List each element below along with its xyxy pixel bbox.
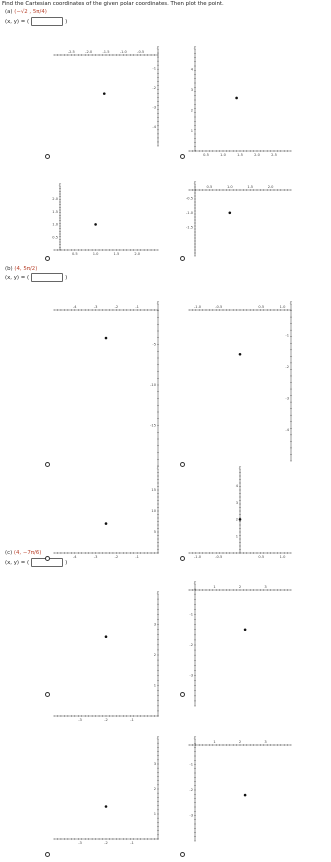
y-tick-label: -4 [152,124,156,129]
y-axis-label: y [156,734,160,739]
part-a-polar-coords: (−√2 , 5π/4) [14,9,47,15]
y-axis-label: y [156,464,160,469]
y-tick-label: 1 [153,683,156,688]
x-tick-label: -2 [104,718,108,722]
part-a-answer-input[interactable] [31,17,63,26]
y-tick-label: 1 [153,812,156,817]
y-tick-label: 1.5 [52,209,58,214]
y-tick-label: -5 [152,342,156,347]
part-a-label: (a) [5,9,13,15]
data-point [105,805,108,808]
x-tick-label: 0.5 [258,305,265,309]
x-tick-label: 1.0 [92,252,99,256]
radio-button-icon[interactable] [180,154,185,159]
x-tick-label: 1.5 [237,153,243,157]
y-tick-label: -2 [152,86,156,90]
data-point [105,337,108,340]
x-tick-label: -1.0 [119,50,127,54]
part-b-answer-input[interactable] [31,273,63,282]
x-tick-label: -4 [73,555,77,559]
x-tick-label: 2.5 [271,153,277,157]
y-tick-label: -1 [285,333,289,338]
x-tick-label: 1.0 [226,185,233,189]
y-tick-label: 1 [190,128,193,133]
plot-a-1 [50,45,162,150]
y-tick-label: 5 [153,530,156,535]
y-tick-label: 3 [153,622,156,627]
y-tick-label: -3 [189,813,193,818]
y-tick-label: 2 [235,517,238,522]
x-tick-label: 1 [213,585,216,589]
x-tick-label: -1 [130,718,134,722]
x-tick-label: 1.0 [279,555,286,559]
part-b-label: (b) [5,266,13,272]
data-point [235,97,238,100]
plot-a-2 [185,45,295,155]
y-tick-label: 1.0 [52,222,58,227]
radio-button-icon[interactable] [180,256,185,261]
close-paren: ) [65,559,68,566]
plot-c-1 [50,590,162,720]
x-tick-label: 2.0 [267,185,274,189]
plot-b-2 [185,300,295,465]
part-b-title [5,266,37,272]
plot-c-2 [185,580,295,710]
part-c-answer-row [5,558,67,567]
y-tick-label: -1.5 [185,225,193,230]
y-axis-label: y [156,299,160,304]
data-point [239,353,242,356]
data-point [244,794,247,797]
part-c-title [5,550,41,556]
y-axis-label: y [58,181,62,186]
y-tick-label: 4 [235,484,238,488]
x-tick-label: -2 [104,841,108,845]
xy-label: (x, y) = ( [5,559,30,566]
y-tick-label: 2 [153,787,156,792]
part-b-polar-coords: (4, 5π/2) [14,266,38,272]
x-tick-label: -1 [135,555,139,559]
y-tick-label: 4 [190,67,193,72]
x-tick-label: -2 [114,555,119,559]
close-paren: ) [65,274,68,281]
plot-a-4 [185,180,295,260]
radio-button-icon[interactable] [180,556,185,561]
plot-c-4 [185,735,295,845]
x-tick-label: -3 [93,555,98,559]
close-paren: ) [65,18,68,25]
x-tick-label: -1.0 [193,555,202,559]
y-axis-label: y [289,299,293,304]
data-point [94,223,97,226]
part-b-answer-row [5,273,67,282]
x-tick-label: 1 [213,740,216,744]
y-tick-label: -3 [152,105,156,110]
x-tick-label: 1.5 [113,252,120,256]
plot-c-3 [50,735,162,843]
y-tick-label: 1 [235,534,238,539]
y-tick-label: -1.0 [185,211,193,215]
y-axis-label: y [238,464,242,469]
x-tick-label: 2 [238,740,242,744]
y-tick-label: 3 [235,500,238,505]
x-tick-label: 2.0 [134,252,141,256]
x-tick-label: -2.0 [85,50,93,54]
x-tick-label: -0.5 [215,555,223,559]
y-axis-label: y [193,179,197,184]
y-tick-label: 2.0 [52,197,58,201]
x-tick-label: -2 [114,305,119,309]
plot-a-3 [50,182,162,254]
y-tick-label: -3 [285,396,289,401]
data-point [105,635,108,638]
x-tick-label: 2 [238,585,242,589]
y-axis-label: y [156,44,160,49]
radio-button-icon[interactable] [45,154,50,159]
x-tick-label: -3 [78,841,82,845]
y-tick-label: -2 [285,365,289,369]
x-tick-label: 0.5 [203,153,209,157]
part-c-label: (c) [5,550,13,556]
y-tick-label: -4 [285,427,289,432]
x-tick-label: -1.0 [193,305,202,309]
xy-label: (x, y) = ( [5,18,30,25]
x-tick-label: 0.5 [258,555,265,559]
y-tick-label: -2 [189,643,193,648]
y-tick-label: -1 [189,612,193,617]
y-tick-label: 3 [153,762,156,767]
y-tick-label: 15 [151,488,156,493]
y-tick-label: -2 [189,788,193,793]
radio-button-icon[interactable] [45,852,50,857]
x-tick-label: -4 [73,305,77,309]
y-tick-label: -15 [150,423,156,428]
y-tick-label: -1 [152,66,156,71]
x-tick-label: -1.5 [102,50,110,54]
y-tick-label: -10 [150,383,156,388]
x-tick-label: 1.0 [220,153,226,157]
y-tick-label: 10 [151,509,156,514]
x-tick-label: 1.5 [247,185,254,189]
x-tick-label: 0.5 [206,185,213,189]
x-tick-label: -3 [93,305,98,309]
y-axis-label: y [193,44,197,49]
x-tick-label: -1 [135,305,139,309]
y-axis-label: y [193,734,197,739]
x-tick-label: -0.5 [137,50,145,54]
radio-button-icon[interactable] [45,256,50,261]
y-tick-label: -0.5 [185,196,193,201]
part-a-answer-row [5,17,67,26]
data-point [239,518,242,521]
x-tick-label: -1 [130,841,134,845]
y-axis-label: y [156,589,160,594]
y-tick-label: 2 [153,653,156,658]
x-tick-label: 1.0 [279,305,286,309]
instructions: Find the Cartesian coordinates of the given polar coordinates. Then plot the point. [2,1,224,7]
plot-b-1 [50,300,162,470]
x-tick-label: 3 [264,585,267,589]
radio-button-icon[interactable] [180,852,185,857]
data-point [103,92,106,95]
y-tick-label: -3 [189,673,193,678]
x-tick-label: 2.0 [254,153,260,157]
x-tick-label: 3 [264,740,267,744]
x-tick-label: 0.5 [71,252,78,256]
plot-b-3 [50,465,162,557]
part-c-polar-coords: (4, −7π/6) [13,550,42,556]
y-tick-label: 3 [190,88,193,92]
data-point [244,628,247,631]
x-tick-label: -0.5 [215,305,223,309]
x-tick-label: -3 [78,718,82,722]
y-tick-label: -1 [189,762,193,767]
data-point [105,522,108,525]
y-tick-label: 0.5 [52,235,58,240]
xy-label: (x, y) = ( [5,274,30,281]
x-tick-label: -2.5 [67,50,75,54]
part-a-title [5,9,47,15]
plot-b-4 [185,465,295,557]
y-tick-label: 2 [190,108,193,113]
data-point [229,212,232,215]
y-axis-label: y [193,579,197,584]
